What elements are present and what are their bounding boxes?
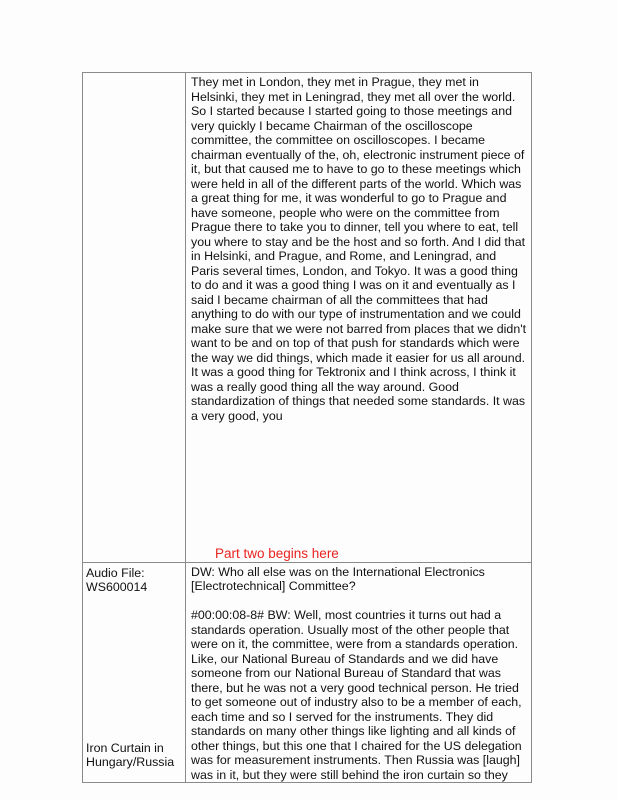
interviewee-answer: #00:00:08-8# BW: Well, most countries it turns out had a standards operation. Usually most of the other people that were on it, the committee, were from a standards operation. Like, our National Bureau of Standards and we did have someone from our National Bureau of Standard that was there, but he was not a very good technical person. He tried to get someone out of industry also to be a member of each, each time and so I served for the instruments. They did standards on many other things like lighting and all kinds of other things, but this one that I chaired for the US delegation was for measurement instruments. Then Russia was [laugh] was in it, but they were still behind the iron curtain so they: [191, 608, 522, 782]
margin-notes-cell: [83, 73, 186, 563]
transcript-row: [83, 562, 532, 783]
topic-note-iron-curtain: Iron Curtain in Hungary/Russia: [86, 740, 175, 769]
margin-notes-cell: [83, 562, 186, 783]
transcript-table: [82, 72, 532, 783]
transcript-paragraph: They met in London, they met in Prague, they met in Helsinki, they met in Leningrad, they met all over the world. So I started because I started going to those meetings and very quickly I became Chairman of the oscilloscope committee, the committee on oscilloscopes. I became chairman eventually of the, oh, electronic instrument piece of it, but that caused me to have to go to these meetings which were held in all of the different parts of the world. Which was a great thing for me, it was wonderful to go to Prague and have someone, people who were on the committee from Prague there to take you to dinner, tell you where to eat, tell you where to stay and be the host and so forth. And I did that in Helsinki, and Prague, and Rome, and Leningrad, and Paris several times, London, and Tokyo. It was a good thing to do and it was a good thing I was on it and eventually as I said I became chairman of all the committees that had anything to do with our type of instrumentation and we could make sure that we were not barred from places that we didn't want to be and on top of that push for standards which were the way we did things, which made it easier for us all around. It was a good thing for Tektronix and I think across, I think it was a really good thing all the way around. Good standardization of things that needed some standards. It was a very good, you: [191, 75, 527, 423]
interviewer-question: DW: Who all else was on the International Electronics [Electrotechnical] Committee?: [191, 564, 485, 593]
transcript-text-cell: [186, 73, 532, 563]
paragraph-gap: [191, 594, 527, 609]
transcript-text-cell: [186, 562, 532, 783]
audio-file-label: Audio File: WS600014: [86, 565, 148, 594]
part-two-annotation: Part two begins here: [215, 546, 339, 561]
transcript-row: [83, 73, 532, 563]
